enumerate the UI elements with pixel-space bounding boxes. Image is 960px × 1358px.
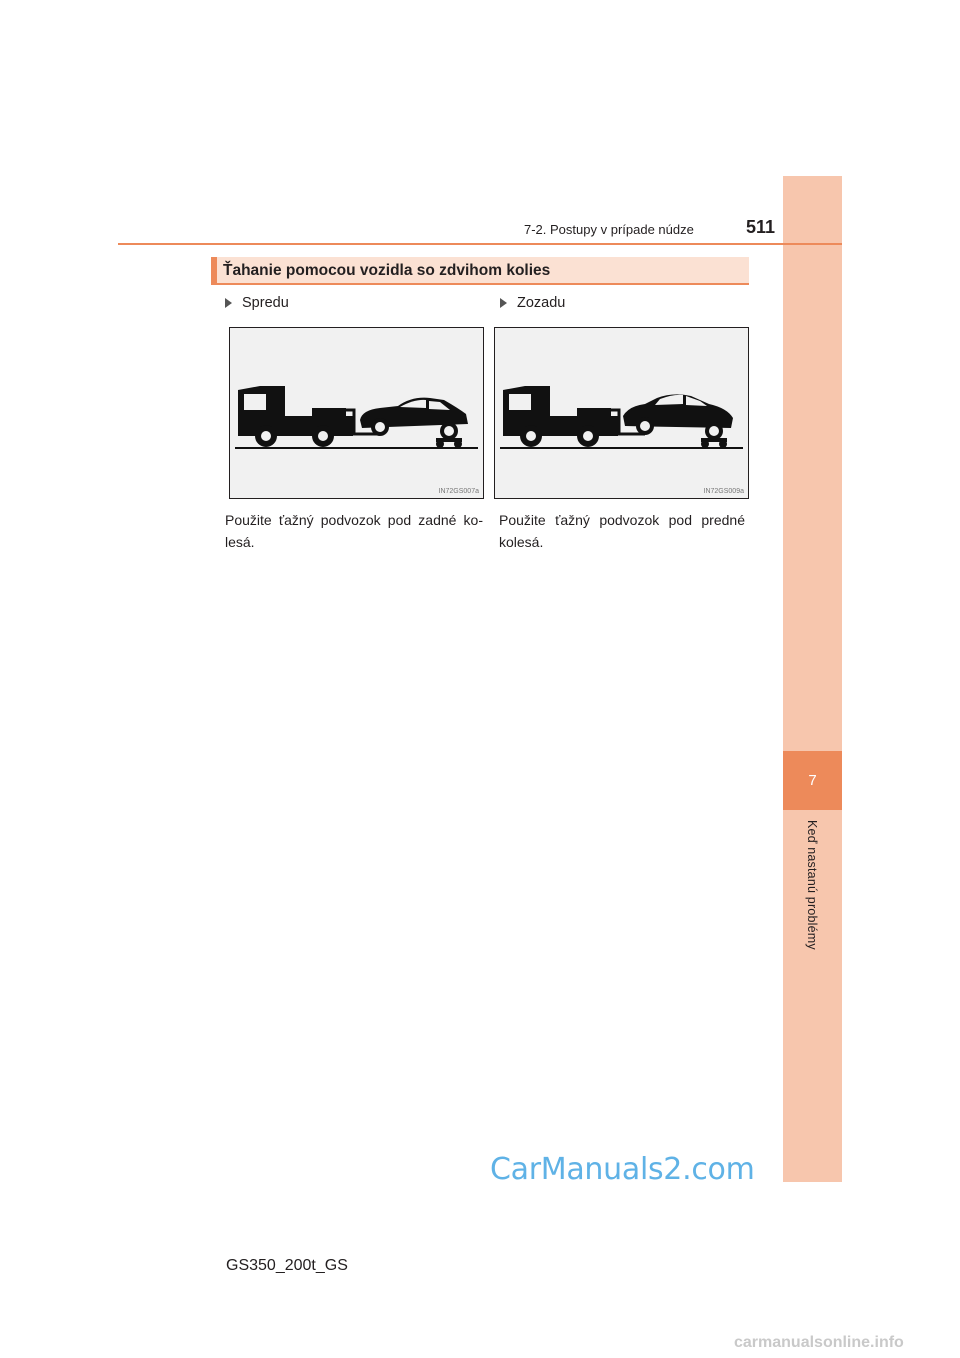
triangle-bullet-icon <box>225 298 232 308</box>
header-rule <box>118 243 842 245</box>
tow-rear-figure <box>494 327 749 499</box>
tow-front-figure <box>229 327 484 499</box>
figure-code: IN72GS009a <box>703 488 744 495</box>
model-code: GS350_200t_GS <box>226 1257 348 1274</box>
triangle-bullet-icon <box>500 298 507 308</box>
tow-truck-front-illustration <box>230 328 484 499</box>
subheading-rear <box>500 295 565 311</box>
figure-code: IN72GS007a <box>438 488 479 495</box>
subheading-front-label: Spredu <box>242 295 289 311</box>
chapter-number-tab: 7 <box>783 751 842 810</box>
chapter-title-text: Keď nastanú problémy <box>805 820 819 950</box>
caption-front: Použite ťažný podvozok pod zadné ko-lesá. <box>225 512 483 550</box>
chapter-title-vertical <box>783 820 842 980</box>
watermark-carmanualsonline: carmanualsonline.info <box>734 1334 904 1351</box>
page-number: 511 <box>746 217 776 237</box>
subheading-rear-label: Zozadu <box>517 295 566 311</box>
subheading-front <box>225 295 289 311</box>
watermark-carmanuals2: CarManuals2.com <box>490 1152 755 1187</box>
tow-truck-rear-illustration <box>495 328 749 499</box>
chapter-side-tab <box>783 176 842 1182</box>
section-title: 7-2. Postupy v prípade núdze <box>524 222 694 237</box>
section-heading: Ťahanie pomocou vozidla so zdvihom kolies <box>223 262 551 279</box>
caption-rear: Použite ťažný podvozok pod predné kolesá. <box>499 512 745 550</box>
